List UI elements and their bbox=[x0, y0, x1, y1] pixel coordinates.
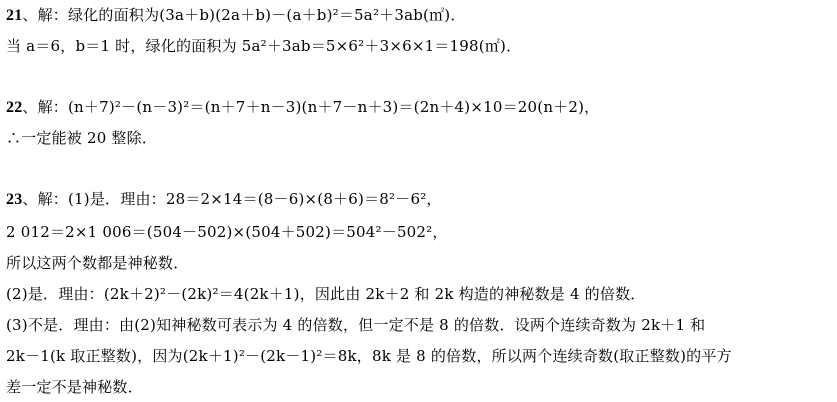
problem-21-number: 21 bbox=[6, 7, 23, 24]
problem-22-number: 22 bbox=[6, 99, 23, 116]
problem-23-line-6: 2k－1(k 取正整数)，因为(2k＋1)²－(2k－1)²＝8k，8k 是 8 的倍数，所以两个连续奇数(取正整数)的平方 bbox=[6, 347, 732, 365]
problem-23-number: 23 bbox=[6, 191, 23, 208]
problem-23-line-2: 2 012＝2×1 006＝(504－502)×(504＋502)＝504²－502²， bbox=[6, 223, 448, 241]
problem-22-line-2: ∴一定能被 20 整除． bbox=[6, 129, 158, 147]
problem-23-line-4: (2)是．理由：(2k＋2)²－(2k)²＝4(2k＋1)，因此由 2k＋2 和 2k 构造的神秘数是 4 的倍数． bbox=[6, 285, 646, 303]
problem-22-line-1 bbox=[6, 97, 599, 118]
problem-23-line-7: 差一定不是神秘数． bbox=[6, 378, 143, 396]
problem-23-line-5: (3)不是．理由：由(2)知神秘数可表示为 4 的倍数，但一定不是 8 的倍数．设两个连续奇数为 2k＋1 和 bbox=[6, 316, 706, 334]
problem-23-line-1 bbox=[6, 189, 442, 210]
problem-21-line-2: 当 a＝6，b＝1 时，绿化的面积为 5a²＋3ab＝5×6²＋3×6×1＝198(㎡)． bbox=[6, 37, 522, 55]
problem-22-text: 、解：(n＋7)²－(n－3)²＝(n＋7＋n－3)(n＋7－n＋3)＝(2n＋4)×10＝20(n＋2)， bbox=[22, 98, 600, 116]
problem-23-line-3: 所以这两个数都是神秘数． bbox=[6, 254, 189, 272]
problem-21-text: 、解：绿化的面积为(3a＋b)(2a＋b)－(a＋b)²＝5a²＋3ab(㎡)． bbox=[22, 6, 466, 24]
problem-21-line-1 bbox=[6, 5, 466, 26]
problem-23-text: 、解：(1)是．理由：28＝2×14＝(8－6)×(8＋6)＝8²－6²， bbox=[22, 190, 442, 208]
